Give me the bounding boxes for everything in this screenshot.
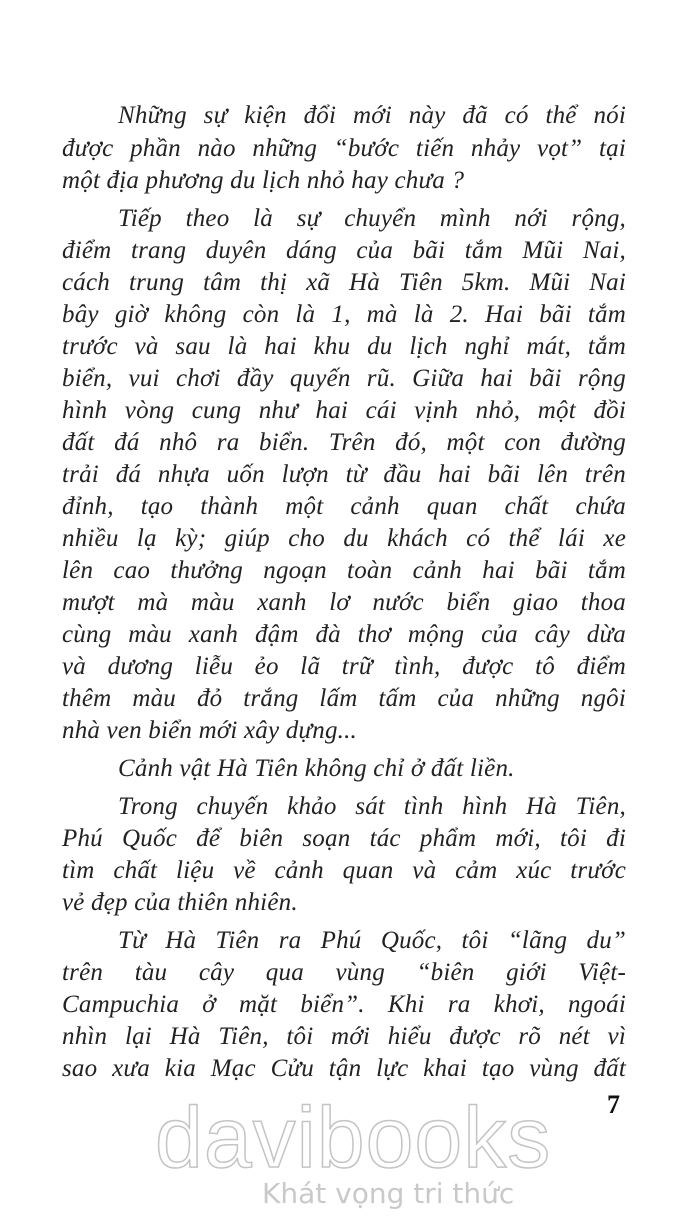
text-line: Tiếp theo là sự chuyển mình nới rộng, (118, 205, 626, 232)
text-line: đỉnh, tạo thành một cảnh quan chất chứa (62, 493, 626, 520)
text-line: trước và sau là hai khu du lịch nghỉ mát, tắm (62, 333, 626, 360)
text-line: Cảnh vật Hà Tiên không chỉ ở đất liền. (118, 755, 515, 782)
text-line: tìm chất liệu về cảnh quan và cảm xúc trước (62, 857, 626, 884)
text-line: đất đá nhô ra biển. Trên đó, một con đường (62, 429, 626, 456)
text-line: thêm màu đỏ trắng lấm tấm của những ngôi (62, 685, 626, 712)
text-line: Phú Quốc để biên soạn tác phẩm mới, tôi đi (62, 825, 626, 852)
text-line: nhà ven biển mới xây dựng... (62, 717, 358, 744)
text-line: vẻ đẹp của thiên nhiên. (62, 889, 298, 916)
text-line: Campuchia ở mặt biển”. Khi ra khơi, ngoái (62, 991, 626, 1018)
text-line: được phần nào những “bước tiến nhảy vọt” tại (62, 135, 626, 162)
text-line: lên cao thưởng ngoạn toàn cảnh hai bãi tắm (62, 557, 626, 584)
text-line: Từ Hà Tiên ra Phú Quốc, tôi “lãng du” (118, 927, 626, 954)
text-line: cách trung tâm thị xã Hà Tiên 5km. Mũi Nai (62, 269, 626, 296)
page-number: 7 (607, 1090, 620, 1119)
watermark-logo: davibooks (155, 1090, 552, 1186)
text-line: điểm trang duyên dáng của bãi tắm Mũi Nai, (62, 237, 626, 264)
text-line: bây giờ không còn là 1, mà là 2. Hai bãi tắm (62, 301, 626, 328)
text-line: Những sự kiện đổi mới này đã có thể nói (118, 102, 626, 129)
text-line: trải đá nhựa uốn lượn từ đầu hai bãi lên trên (62, 461, 626, 488)
text-line: hình vòng cung như hai cái vịnh nhỏ, một đồi (62, 397, 626, 424)
text-line: biển, vui chơi đầy quyến rũ. Giữa hai bãi rộng (62, 365, 626, 392)
watermark-tagline: Khát vọng tri thức (262, 1177, 515, 1210)
text-line: một địa phương du lịch nhỏ hay chưa ? (62, 167, 465, 194)
text-line: nhiều lạ kỳ; giúp cho du khách có thể lái xe (62, 525, 626, 552)
text-line: nhìn lại Hà Tiên, tôi mới hiểu được rõ nét vì (62, 1023, 626, 1050)
text-line: và dương liễu ẻo lã trữ tình, được tô điểm (62, 653, 626, 680)
text-line: trên tàu cây qua vùng “biên giới Việt- (62, 959, 626, 986)
text-line: Trong chuyến khảo sát tình hình Hà Tiên, (118, 793, 626, 820)
text-line: mượt mà màu xanh lơ nước biển giao thoa (62, 589, 626, 616)
text-line: sao xưa kia Mạc Cửu tận lực khai tạo vùng đất (62, 1055, 626, 1082)
text-line: cùng màu xanh đậm đà thơ mộng của cây dừa (62, 621, 626, 648)
